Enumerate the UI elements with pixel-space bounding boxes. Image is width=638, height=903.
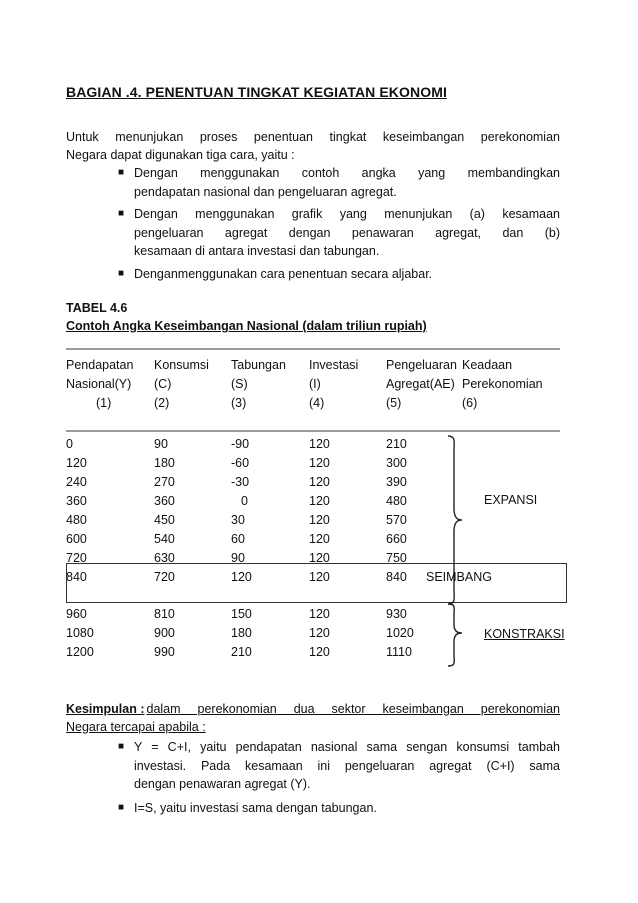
method-bullet	[118, 164, 560, 201]
brace-icon	[440, 600, 470, 670]
table-cell: -30	[231, 475, 250, 489]
header-keadaan: Keadaan Perekonomian (6)	[462, 358, 543, 410]
table-cell: 120	[309, 551, 330, 565]
header-pengeluaran: Pengeluaran Agregat(AE) (5)	[386, 358, 457, 410]
bullet-square-icon: ■	[118, 802, 125, 813]
table-cell: 840	[386, 570, 407, 584]
bullet-line: pendapatan nasional dan pengeluaran agregat.	[134, 184, 397, 199]
table-cell: 1020	[386, 626, 414, 640]
table-cell: 1200	[66, 645, 94, 659]
table-cell: 150	[231, 607, 252, 621]
table-cell: 120	[309, 513, 330, 527]
table-cell: 660	[386, 532, 407, 546]
table-cell: 570	[386, 513, 407, 527]
table-top-rule	[66, 348, 560, 350]
intro-paragraph	[66, 128, 560, 164]
table-cell: 360	[154, 494, 175, 508]
header-investasi: Investasi (I) (4)	[309, 358, 359, 410]
table-cell: 90	[231, 551, 245, 565]
bullet-line: investasi. Pada kesamaan ini pengeluaran agregat (C+I) sama	[134, 758, 560, 773]
table-cell: 300	[386, 456, 407, 470]
bullet-square-icon: ■	[118, 167, 125, 178]
conclusion-text: Negara tercapai apabila :	[66, 720, 206, 734]
table-cell: 120	[309, 570, 330, 584]
table-cell: 120	[309, 532, 330, 546]
table-cell: 960	[66, 607, 87, 621]
table-cell: 120	[309, 494, 330, 508]
conclusion-bullet	[118, 738, 560, 794]
table-cell: 0	[66, 437, 73, 451]
table-cell: 840	[66, 570, 87, 584]
table-header-rule	[66, 430, 560, 432]
header-konsumsi: Konsumsi (C) (2)	[154, 358, 209, 410]
table-caption: Contoh Angka Keseimbangan Nasional (dalam triliun rupiah)	[66, 319, 427, 333]
table-cell: 180	[154, 456, 175, 470]
table-cell: 120	[309, 645, 330, 659]
table-cell: 30	[231, 513, 245, 527]
bullet-line: Dengan menggunakan grafik yang menunjukan (a) kesamaan	[134, 207, 560, 221]
bullet-line: Denganmenggunakan cara penentuan secara aljabar.	[134, 267, 433, 281]
state-kontraksi: KONSTRAKSI	[484, 627, 565, 641]
table-cell: 210	[386, 437, 407, 451]
method-bullet	[118, 205, 560, 261]
bullet-line: I=S, yaitu investasi sama dengan tabungan.	[134, 801, 377, 815]
table-cell: 120	[231, 570, 252, 584]
bullet-square-icon: ■	[118, 208, 125, 219]
intro-line: Untuk menunjukan proses penentuan tingkat keseimbangan perekonomian	[66, 130, 560, 144]
intro-line: Negara dapat digunakan tiga cara, yaitu :	[66, 148, 295, 162]
conclusion-text: dalam perekonomian dua sektor keseimbangan perekonomian	[146, 702, 560, 716]
conclusion	[66, 700, 560, 736]
table-cell: 630	[154, 551, 175, 565]
table-cell: 210	[231, 645, 252, 659]
table-cell: 990	[154, 645, 175, 659]
state-seimbang: SEIMBANG	[426, 570, 492, 584]
header-pendapatan: Pendapatan Nasional(Y) (1)	[66, 358, 134, 410]
table-cell: 1110	[386, 645, 412, 659]
header-tabungan: Tabungan (S) (3)	[231, 358, 286, 410]
table-cell: 120	[309, 475, 330, 489]
bullet-line: dengan penawaran agregat (Y).	[134, 777, 311, 791]
table-cell: 720	[154, 570, 175, 584]
bullet-line: kesamaan di antara investasi dan tabungan.	[134, 244, 380, 258]
table-cell: 0	[241, 494, 248, 508]
table-cell: -60	[231, 456, 250, 470]
bullet-line: Dengan menggunakan contoh angka yang membandingkan	[134, 166, 560, 180]
table-cell: 120	[309, 626, 330, 640]
method-bullet	[118, 265, 560, 284]
table-cell: 180	[231, 626, 252, 640]
table-cell: -90	[231, 437, 250, 451]
table-cell: 1080	[66, 626, 94, 640]
table-cell: 120	[309, 607, 330, 621]
table-cell: 120	[309, 456, 330, 470]
table-cell: 930	[386, 607, 407, 621]
state-expansi: EXPANSI	[484, 493, 538, 507]
bullet-square-icon: ■	[118, 268, 125, 279]
table-cell: 60	[231, 532, 245, 546]
bullet-square-icon: ■	[118, 741, 125, 752]
table-cell: 540	[154, 532, 175, 546]
table-cell: 720	[66, 551, 87, 565]
table-cell: 120	[309, 437, 330, 451]
table-cell: 750	[386, 551, 407, 565]
table-label: TABEL 4.6	[66, 301, 128, 315]
table-cell: 270	[154, 475, 175, 489]
page-title: BAGIAN .4. PENENTUAN TINGKAT KEGIATAN EKONOMI	[66, 84, 447, 100]
table-cell: 480	[66, 513, 87, 527]
table-cell: 450	[154, 513, 175, 527]
table-cell: 390	[386, 475, 407, 489]
table-cell: 240	[66, 475, 87, 489]
table-cell: 480	[386, 494, 407, 508]
bullet-line: Y = C+I, yaitu pendapatan nasional sama sengan konsumsi tambah	[134, 740, 560, 754]
bullet-line: pengeluaran agregat dengan penawaran agregat, dan (b)	[134, 225, 560, 240]
table-cell: 360	[66, 494, 87, 508]
table-cell: 600	[66, 532, 87, 546]
conclusion-label: Kesimpulan :	[66, 702, 145, 716]
table-cell: 90	[154, 437, 168, 451]
table-cell: 120	[66, 456, 87, 470]
table-cell: 900	[154, 626, 175, 640]
table-cell: 810	[154, 607, 175, 621]
conclusion-bullet	[118, 799, 560, 818]
